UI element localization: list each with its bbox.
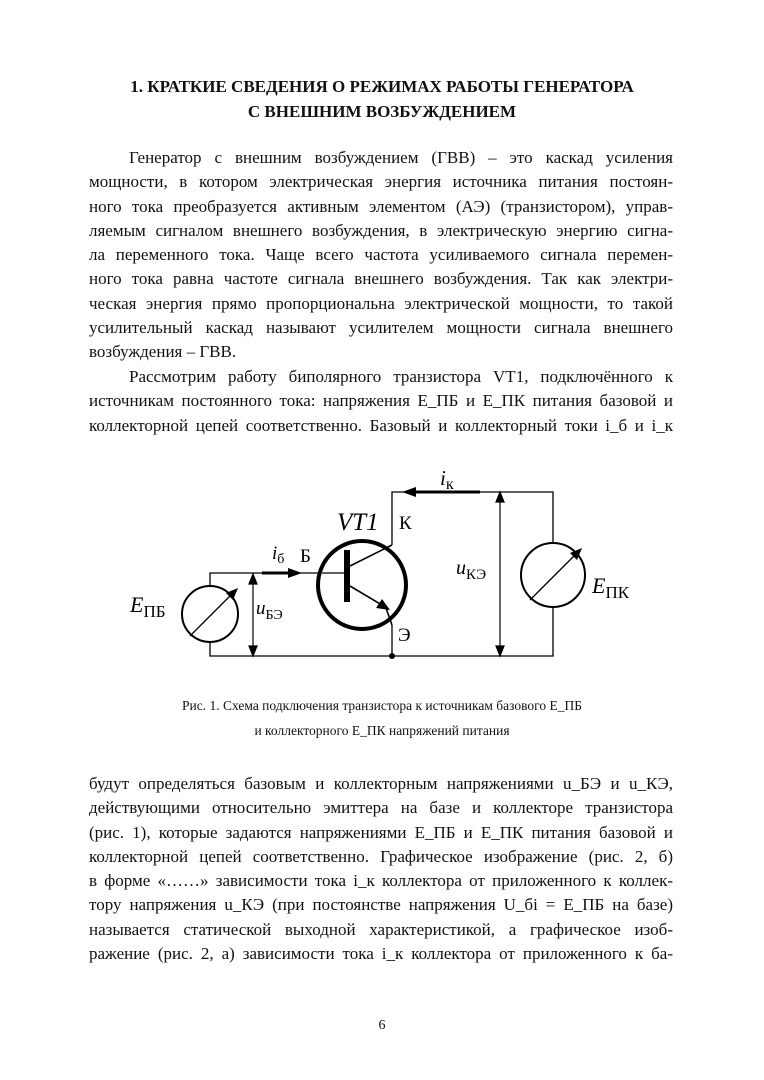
p1-line: Генератор с внешним возбуждением (ГВВ) – это каскад усиления — [129, 148, 673, 167]
p2-line: Рассмотрим работу биполярного транзистора VT1, подключённого к — [129, 367, 673, 386]
junction-dot — [389, 653, 395, 659]
p1-line: ного тока равна частоте сигнала внешнего возбуждения. Так как электри- — [89, 269, 673, 289]
p1-line: ческая энергия прямо пропорциональна электрической мощности, то такой — [89, 293, 673, 313]
label-vt1: VT1 — [337, 509, 379, 536]
u-ke-arrow — [496, 492, 504, 656]
circuit-diagram — [0, 440, 764, 680]
label-collector: К — [399, 513, 412, 534]
figure-caption — [60, 693, 704, 743]
paragraph-1 — [89, 146, 673, 365]
base-voltage-source — [182, 586, 238, 642]
p1-line: ляемым сигналом внешнего возбуждения, в электрическую энергию сигна- — [89, 220, 673, 240]
section-heading — [60, 74, 704, 124]
paragraph-2 — [89, 365, 673, 438]
p1-line: ного тока преобразуется активным элементом (АЭ) (транзистором), управ- — [89, 196, 673, 216]
transistor-symbol — [318, 541, 406, 629]
label-i-base: $i_б$ — [272, 543, 285, 567]
p3-line: называется статической выходной характеристикой, а графическое изоб- — [89, 919, 673, 939]
base-current-arrow — [262, 568, 302, 578]
p3-line: коллекторной цепей соответственно. Графическое изображение (рис. 2, б) — [89, 846, 673, 866]
paragraph-3 — [89, 772, 673, 966]
p3-line: ражение (рис. 2, а) зависимости тока i_к коллектора от приложенного к ба- — [89, 944, 673, 964]
label-emitter: Э — [398, 625, 411, 646]
p3-line: будут определяться базовым и коллекторным напряжениями u_БЭ и u_КЭ, — [89, 774, 673, 793]
caption-line-2: и коллекторного E_ПК напряжений питания — [254, 723, 510, 738]
p3-line: (рис. 1), которые задаются напряжениями E_ПБ и E_ПК питания базовой и — [89, 822, 673, 842]
heading-line-2: С ВНЕШНИМ ВОЗБУЖДЕНИЕМ — [247, 102, 517, 121]
p2-line: источникам постоянного тока: напряжения Е_ПБ и Е_ПК питания базовой и — [89, 391, 673, 411]
heading-line-1: 1. КРАТКИЕ СВЕДЕНИЯ О РЕЖИМАХ РАБОТЫ ГЕНЕРАТОРА — [130, 77, 634, 96]
label-u-ke: $u_{КЭ}$ — [456, 557, 487, 583]
transistor-base-bar — [344, 550, 350, 602]
label-e-pb: $E_{ПБ}$ — [130, 592, 166, 621]
p3-line: тору напряжения u_КЭ (при постоянстве напряжения U_бi = E_ПБ на базе) — [89, 895, 673, 915]
p3-line: действующими относительно эмиттера на базе и коллекторе транзистора — [89, 798, 673, 818]
p1-line: усилительный каскад называют усилителем мощности сигнала внешнего — [89, 318, 673, 338]
p1-line: ла переменного тока. Чаще всего частота усиливаемого сигнала перемен- — [89, 245, 673, 265]
collector-voltage-source — [521, 543, 585, 607]
label-base: Б — [300, 546, 311, 567]
label-u-be: $u_{БЭ}$ — [256, 598, 283, 623]
caption-line-1: Рис. 1. Схема подключения транзистора к источникам базового E_ПБ — [181, 698, 582, 713]
label-i-collector: iк — [440, 466, 454, 493]
page-number: 6 — [378, 1018, 386, 1033]
label-e-pk: $E_{ПК}$ — [592, 573, 630, 602]
p1-line: мощности, в котором электрическая энергия источника питания постоян- — [89, 172, 673, 192]
p2-line: коллекторной цепей соответственно. Базовый и коллекторный токи i_б и i_к — [89, 415, 673, 435]
p1-line: возбуждения – ГВВ. — [89, 342, 237, 362]
p3-line: в форме «……» зависимости тока i_к коллектора от приложенного к коллек- — [89, 871, 673, 891]
